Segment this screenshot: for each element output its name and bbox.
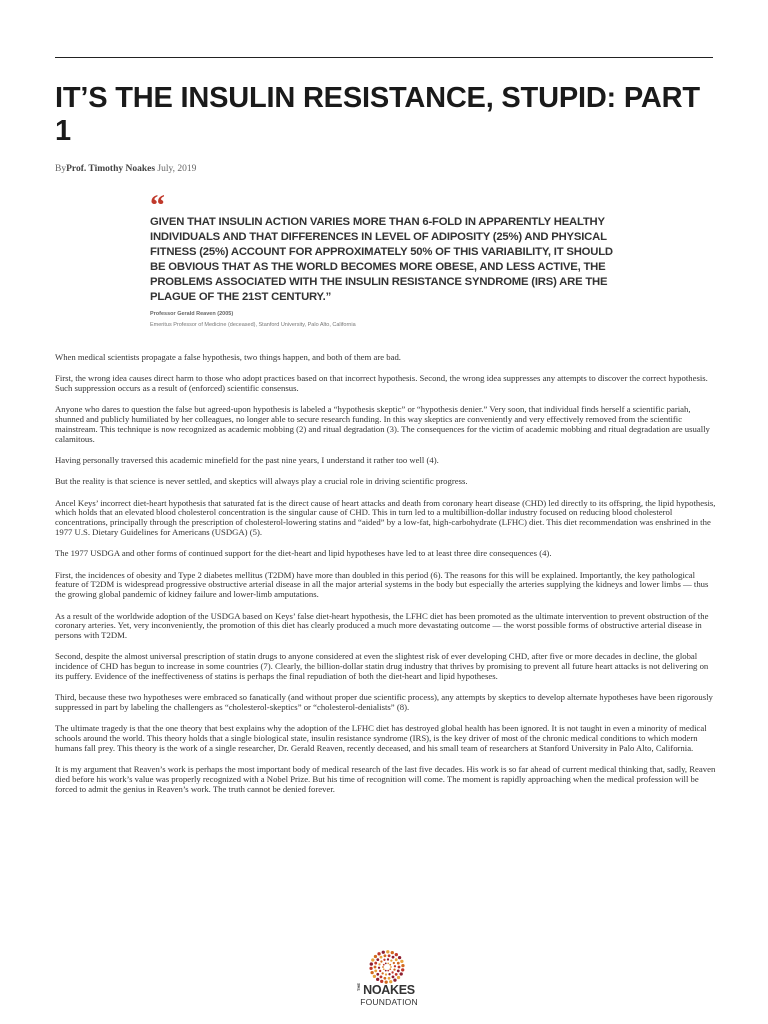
logo-dot [373,975,376,978]
quote-mark-icon: “ [150,194,165,214]
logo-dot [400,960,403,963]
logo-dot [376,973,379,976]
page-title: IT’S THE INSULIN RESISTANCE, STUPID: PART 1 [55,82,700,147]
logo-dot [385,962,387,964]
logo-dot [397,976,400,979]
logo-dot [392,956,395,959]
logo-dot [376,978,379,981]
sun-burst-logo-icon [368,949,406,985]
logo-dot [380,975,383,978]
logo-dot [393,962,395,964]
logo-dot [376,958,379,961]
logo-dot [393,979,396,982]
paragraph: But the reality is that science is never settled, and skeptics will always play a crucial role in driving scientific progress. [55,476,468,487]
top-divider [55,57,713,58]
logo-dot [388,973,390,975]
logo-dot [401,968,404,971]
publish-date: July, 2019 [157,164,197,174]
author-link[interactable]: Prof. Timothy Noakes [66,164,156,174]
paragraph: Anyone who dares to question the false but agreed-upon hypothesis is labeled a “hypothesis skeptic” or “hypothesis denier.” Very soon, that individual finds herself a scientific pariah, shunned and publicly humiliated by her colleagues, no longer able to secure research funding. In this way skeptics are conveniently and very effectively removed from the scientific mainstream. This technique is now recognized as academic mobbing (2) and ritual degradation (3). The consequences for the victim of academic mobbing and ritual degradation are usually calamitous. [55,404,710,444]
logo-dot [393,968,395,970]
logo-dot [391,951,394,954]
logo-dot [398,966,401,969]
logo-dot [395,958,398,961]
paragraph: When medical scientists propagate a false hypothesis, two things happen, and both of them are bad. [55,352,401,362]
logo-dot [394,965,396,967]
logo-dot [388,977,391,980]
logo-dot [387,970,389,972]
logo-dot [391,971,393,973]
logo-dot [389,968,391,970]
logo-dot [380,960,382,962]
logo-dot [397,962,400,965]
logo-dot [388,954,391,957]
article-body [55,353,717,806]
logo-dot [386,950,389,953]
logo-dot [374,966,377,969]
logo-dot [374,962,377,965]
logo-dot [392,975,395,978]
logo-dot [380,956,383,959]
paragraph: The ultimate tragedy is that the one theory that best explains why the adoption of the LFHC diet has destroyed global health has been ignored. It is not taught in even a minority of medical schools around the world. This theory holds that a single biological state, insulin resistance syndrome (IRS), is the key driver of most of the chronic medical conditions to which modern humans fall prey. This theory is the work of a single researcher, Dr. Gerald Reaven, recently deceased, and his small team of researchers at Stanford University in Palo Alto, California. [55,723,707,754]
logo-subtitle: FOUNDATION [360,997,418,1007]
paragraph: Third, because these two hypotheses were embraced so fanatically (and without proper due scientific process), any attempts by skeptics to develop alternate hypotheses have been rigorously suppressed in part by labeling the challengers as “cholesterol-skeptics” or “cholesterol-denialists” (8). [55,692,713,713]
logo-dot [374,955,377,958]
logo-dot [371,958,374,961]
paragraph: Second, despite the almost universal prescription of statin drugs to anyone considered at even the slightest risk of ever developing CHD, after five or more decades in decline, the global incidence of CHD has begun to increase in some countries (7). Clearly, the billion-dollar statin drug industry that thrives by promising to prevent all future heart attacks is not delivering on its puffery. Evidence of the ineffectiveness of statins is perhaps the final repudiation of both the diet-heart and lipid hypotheses. [55,651,709,682]
logo-dot [390,959,392,961]
logo-name: NOAKES [363,983,415,997]
logo-dot [378,963,380,965]
logo-dot [370,971,373,974]
pull-quote-source: Professor Gerald Reaven (2005) [150,311,234,317]
logo-dot [370,962,373,965]
logo-dot [385,973,387,975]
paragraph: As a result of the worldwide adoption of the USDGA based on Keys’ false diet-heart hypothesis, the LFHC diet has been promoted as the ultimate intervention to prevent obstruction of the coronary arteries. Yet, very inconveniently, the promotion of this diet has clearly produced a much more devastating outcome — the worst possible forms of obstructive arterial disease in persons with T2DM. [55,610,709,641]
logo-dot [389,964,391,966]
logo-dot [383,964,385,966]
logo-dot [383,977,386,980]
paragraph: The 1977 USDGA and other forms of continued support for the diet-heart and lipid hypotheses have led to at least three dire consequences (4). [55,548,552,559]
paragraph: First, the incidences of obesity and Type 2 diabetes mellitus (T2DM) have more than doubled in this period (6). The reasons for this will be explained. Importantly, the key pathological feature of T2DM is widespread progressive obstructive arterial disease in all the major arterial systems in the body but especially the arteries supplying the kidneys and lower limbs — thus the growing global pandemic of kidney failure and lower-limb amputations. [55,569,709,600]
logo-dot [369,967,372,970]
logo-dot [395,953,398,956]
paragraph: First, the wrong idea causes direct harm to those who adopt practices based on that incorrect hypothesis. Second, the wrong idea suppresses any attempts to discover the correct hypothesis. Such suppression occurs as a result of (enforced) scientific consensus. [55,373,708,394]
logo-dot [378,967,380,969]
paragraph: It is my argument that Reaven’s work is perhaps the most important body of medical research of the last five decades. His work is so far ahead of current medical thinking that, sadly, Reaven died before his work’s value was properly recognized with a Nobel Prize. But his time of recognition will come. The moment is rapidly approaching when the medical profession will be forced to admit the genius in Reaven’s work. The truth cannot be denied forever. [55,764,716,794]
logo-dot [377,952,380,955]
logo-dot [382,966,384,968]
pull-quote-affiliation: Emeritus Professor of Medicine (deceased), Stanford University, Palo Alto, California [150,322,356,328]
logo-dot [395,973,398,976]
logo-dot [382,972,384,974]
logo-dot [379,970,381,972]
paragraph: Ancel Keys’ incorrect diet-heart hypothesis that saturated fat is the direct cause of heart attacks and death from coronary heart disease (CHD) led directly to its offspring, the lipid hypothesis, which holds that an elevated blood cholesterol concentration is the singular cause of CHD. This in turn led to a multibillion-dollar industry focused on reducing blood cholesterol concentrations, principally through the prescription of cholesterol-lowering statins and “aided” by a low-fat, high-carbohydrate (LFHC) diet. This diet recommendation was enshrined in the 1977 U.S. Dietary Guidelines for Americans (USDGA) (5). [55,497,716,538]
logo-dot [385,970,387,972]
byline-prefix: By [55,164,67,174]
logo-dot [384,954,387,957]
noakes-foundation-logo[interactable] [352,949,422,1011]
byline [55,164,196,174]
logo-dot [383,968,385,970]
logo-dot [383,959,385,961]
logo-dot [382,951,385,954]
pull-quote-text: GIVEN THAT INSULIN ACTION VARIES MORE THAN 6-FOLD IN APPARENTLY HEALTHY INDIVIDUALS AND THAT DIFFERENCES IN LEVEL OF ADIPOSITY (25%) AND PHYSICAL FITNESS (25%) ACCOUNT FOR APPROXIMATELY 50% OF THIS VARIABILITY, IT SHOULD BE OBVIOUS THAT AS THE WORLD BECOMES MORE OBESE, AND LESS ACTIVE, THE PROBLEMS ASSOCIATED WITH THE INSULIN RESISTANCE SYNDROME (IRS) ARE THE PLAGUE OF THE 21ST CENTURY.” [150,216,613,303]
logo-dot [398,956,401,959]
logo-dot [400,972,403,975]
logo-the: THE [356,983,361,991]
logo-dot [390,966,392,968]
logo-dot [387,962,389,964]
logo-dot [401,964,404,967]
logo-dot [387,958,389,960]
logo-dot [374,969,377,972]
paragraph: Having personally traversed this academic minefield for the past nine years, I understand it rather too well (4). [55,455,439,466]
logo-dot [397,970,400,973]
